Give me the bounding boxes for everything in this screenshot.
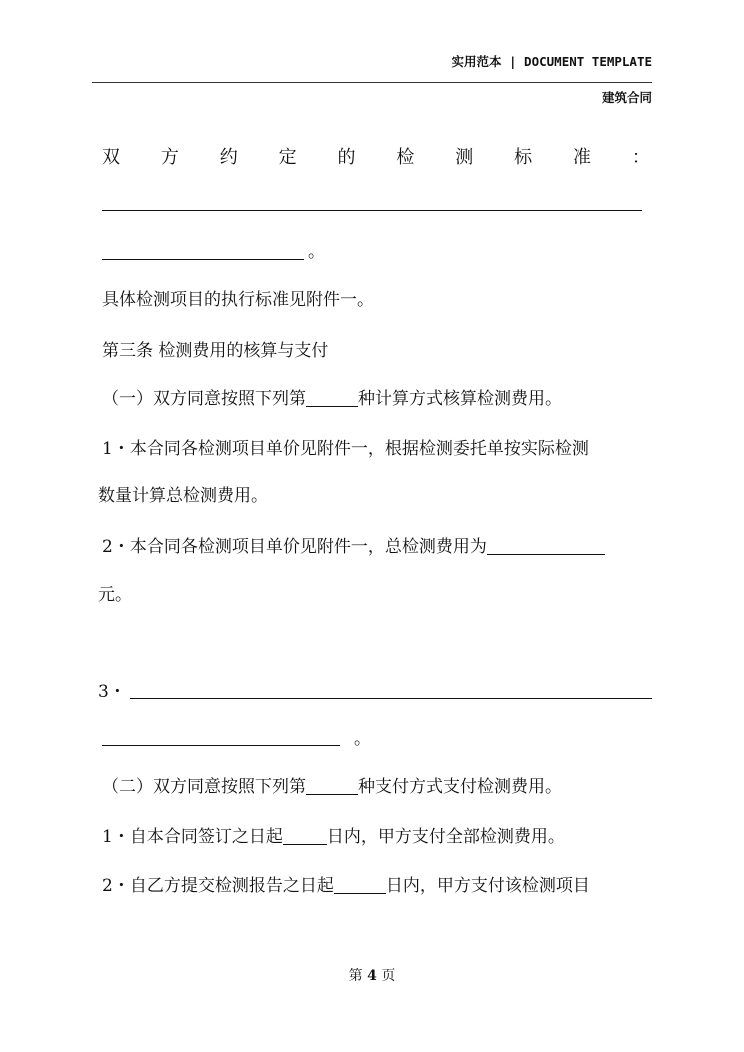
standards-char: 准: [573, 147, 591, 168]
pay2-post: 日内，甲方支付该检测项目: [385, 876, 590, 896]
article3-title: 第三条 检测费用的核算与支付: [102, 341, 329, 361]
standards-end-mark: 。: [308, 242, 325, 262]
standards-detail: 具体检测项目的执行标准见附件一。: [102, 290, 374, 310]
page-number: 4: [367, 968, 377, 984]
standards-char: 检: [396, 147, 415, 168]
calc-intro: [102, 387, 562, 411]
pay1: [102, 825, 565, 849]
standards-char: 测: [455, 147, 474, 168]
calc2: [102, 535, 605, 559]
calc1-line1: 1・本合同各检测项目单价见附件一，根据检测委托单按实际检测: [102, 439, 589, 459]
calc3-blank-line-1[interactable]: [130, 698, 652, 699]
header-title: 实用范本 | DOCUMENT TEMPLATE: [451, 54, 652, 69]
header-divider: [92, 82, 652, 83]
standards-blank-line-2[interactable]: [102, 259, 304, 260]
calc-intro-pre: （一）双方同意按照下列第: [102, 389, 306, 409]
page-footer: [0, 965, 744, 985]
standards-blank-line-1[interactable]: [102, 210, 642, 211]
standards-char: 约: [219, 147, 238, 168]
footer-prefix: 第: [348, 968, 363, 984]
pay-intro-post: 种支付方式支付检测费用。: [358, 777, 562, 797]
calc2-unit: 元。: [98, 585, 132, 605]
pay2: [102, 874, 590, 898]
calc3-blank-line-2[interactable]: [102, 745, 340, 746]
total-fee-blank[interactable]: [487, 536, 605, 555]
pay1-pre: 1・自本合同签订之日起: [102, 827, 283, 847]
header-subtitle: 建筑合同: [601, 90, 652, 105]
calc2-pre: 2・本合同各检测项目单价见附件一，总检测费用为: [102, 537, 487, 557]
standards-char: 双: [102, 147, 120, 168]
footer-suffix: 页: [381, 968, 396, 984]
standards-char: 方: [160, 147, 179, 168]
calc3-end-mark: 。: [354, 729, 371, 749]
calc1-line2: 数量计算总检测费用。: [98, 486, 268, 506]
pay1-post: 日内，甲方支付全部检测费用。: [326, 827, 565, 847]
standards-char: 标: [514, 147, 533, 168]
pay2-days-blank[interactable]: [334, 875, 386, 894]
pay2-pre: 2・自乙方提交检测报告之日起: [102, 876, 334, 896]
pay-method-blank[interactable]: [306, 776, 358, 795]
pay1-days-blank[interactable]: [283, 826, 327, 845]
standards-char: 定: [278, 147, 297, 168]
calc-intro-post: 种计算方式核算检测费用。: [358, 389, 562, 409]
pay-intro: [102, 775, 562, 799]
calc-method-blank[interactable]: [306, 388, 358, 407]
calc3-label: 3・: [98, 682, 126, 702]
standards-char: 的: [337, 147, 356, 168]
pay-intro-pre: （二）双方同意按照下列第: [102, 777, 306, 797]
standards-char: ：: [631, 147, 650, 168]
standards-heading: [102, 146, 650, 170]
